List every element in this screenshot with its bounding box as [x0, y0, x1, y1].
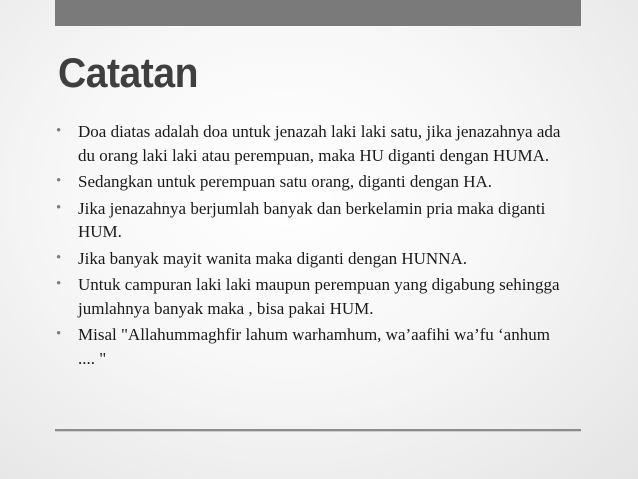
bullet-item-1	[56, 120, 568, 167]
bullet-text: Untuk campuran laki laki maupun perempuan yang digabung sehingga jumlahnya banyak maka , bisa pakai HUM.	[78, 275, 560, 318]
bullet-text: Jika banyak mayit wanita maka diganti dengan HUNNA.	[78, 248, 468, 268]
top-accent-bar	[55, 0, 581, 26]
slide-title: Catatan	[58, 49, 199, 96]
bottom-divider	[55, 429, 581, 431]
bullet-list	[56, 120, 568, 373]
bullet-dot-icon: •	[56, 173, 62, 189]
bullet-dot-icon: •	[56, 276, 62, 292]
bullet-item-5	[56, 273, 568, 320]
bullet-item-4	[56, 247, 568, 271]
bullet-dot-icon: •	[56, 326, 62, 342]
bullet-text: Misal "Allahummaghfir lahum warhamhum, wa’aafihi wa’fu ‘anhum .... "	[78, 325, 550, 368]
bullet-dot-icon: •	[56, 199, 62, 216]
bullet-item-2	[56, 170, 568, 194]
bullet-text: Sedangkan untuk perempuan satu orang, diganti dengan HA.	[78, 172, 493, 191]
bullet-item-6	[56, 323, 568, 370]
bullet-text: Doa diatas adalah doa untuk jenazah laki laki satu, jika jenazahnya ada du orang laki laki atau perempuan, maka HU diganti dengan HUMA.	[78, 122, 561, 165]
bullet-dot-icon: •	[56, 123, 62, 139]
bullet-text: Jika jenazahnya berjumlah banyak dan berkelamin pria maka diganti HUM.	[78, 198, 546, 241]
bullet-item-3	[56, 197, 568, 244]
bullet-dot-icon: •	[56, 249, 62, 266]
